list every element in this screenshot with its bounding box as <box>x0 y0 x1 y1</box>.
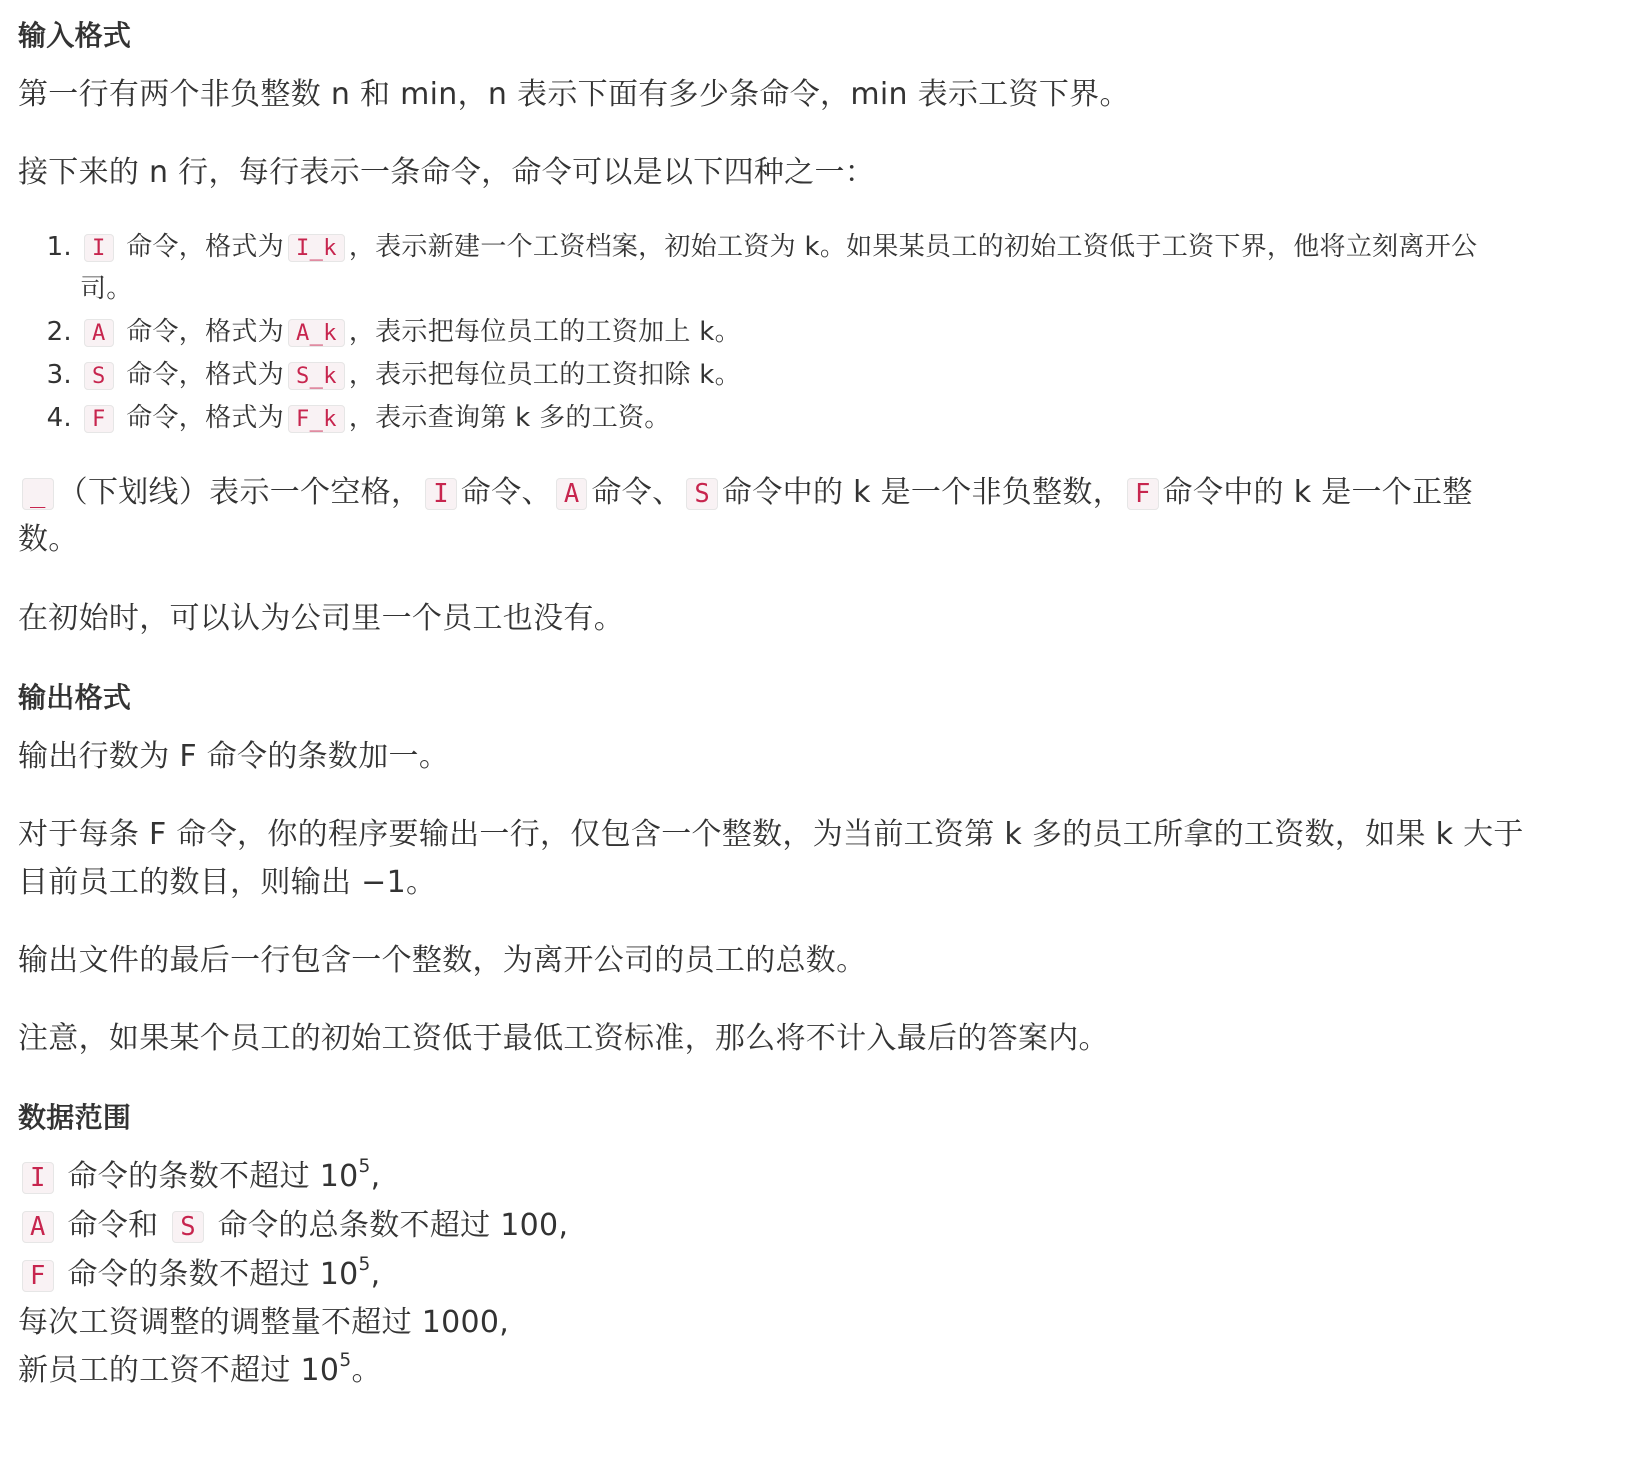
range-text: 命令和 <box>67 1208 159 1243</box>
list-text: ，表示把每位员工的工资扣除 k。 <box>348 360 741 390</box>
underscore-note <box>18 470 1473 517</box>
list-text: 命令，格式为 <box>126 403 284 433</box>
command-code: S <box>172 1211 204 1243</box>
command-format-code: F_k <box>288 405 345 433</box>
list-item-2 <box>18 311 741 354</box>
list-text: ，表示新建一个工资档案，初始工资为 k。如果某员工的初始工资低于工资下界，他将立刻离开公 <box>348 232 1478 262</box>
output-line-3: 输出文件的最后一行包含一个整数，为离开公司的员工的总数。 <box>18 943 867 978</box>
command-code: S <box>686 478 718 510</box>
range-line-5 <box>18 1348 382 1394</box>
note-text: 命令、 <box>460 475 552 510</box>
underscore-code: _ <box>22 478 54 510</box>
list-text: 命令，格式为 <box>126 360 284 390</box>
initial-state-text: 在初始时，可以认为公司里一个员工也没有。 <box>18 601 624 636</box>
command-code: A <box>22 1211 54 1243</box>
list-text: ，表示查询第 k 多的工资。 <box>348 403 671 433</box>
list-text: 命令，格式为 <box>126 232 284 262</box>
output-line-2b: 目前员工的数目，则输出 −1。 <box>18 865 437 900</box>
list-number: 4. <box>46 403 72 433</box>
range-line-1 <box>18 1154 381 1201</box>
range-line-2 <box>18 1203 568 1250</box>
range-tail: , <box>370 1257 381 1292</box>
command-code: F <box>22 1260 54 1292</box>
note-text: 命令中的 k 是一个非负整数， <box>722 475 1123 510</box>
range-line-3 <box>18 1252 381 1299</box>
command-format-code: S_k <box>288 362 345 390</box>
range-text: 命令的条数不超过 10 <box>67 1257 359 1292</box>
list-text: 命令，格式为 <box>126 317 284 347</box>
command-code: F <box>1127 478 1159 510</box>
output-format-heading: 输出格式 <box>18 681 132 714</box>
underscore-note-continued: 数。 <box>18 522 79 557</box>
output-line-2a: 对于每条 F 命令，你的程序要输出一行，仅包含一个整数，为当前工资第 k 多的员工所拿的工资数，如果 k 大于 <box>18 817 1524 852</box>
range-text: 命令的总条数不超过 100, <box>217 1208 569 1243</box>
list-number: 2. <box>46 317 72 347</box>
list-text: ，表示把每位员工的工资加上 k。 <box>348 317 741 347</box>
command-code: A <box>556 478 588 510</box>
list-item-3 <box>18 354 741 397</box>
range-tail: , <box>370 1159 381 1194</box>
exponent: 5 <box>358 1254 371 1276</box>
note-text: （下划线）表示一个空格， <box>57 475 422 510</box>
note-text: 命令中的 k 是一个正整 <box>1162 475 1473 510</box>
command-code: I <box>22 1162 54 1194</box>
list-number: 3. <box>46 360 72 390</box>
command-code: A <box>84 319 114 347</box>
list-item-1-continued: 司。 <box>80 274 133 304</box>
command-format-code: I_k <box>288 234 345 262</box>
input-line-1: 第一行有两个非负整数 n 和 min，n 表示下面有多少条命令，min 表示工资下界。 <box>18 77 1130 112</box>
command-format-code: A_k <box>288 319 345 347</box>
range-line-4: 每次工资调整的调整量不超过 1000, <box>18 1305 510 1340</box>
command-code: I <box>425 478 457 510</box>
input-line-2: 接下来的 n 行，每行表示一条命令，命令可以是以下四种之一： <box>18 155 876 190</box>
range-text: 新员工的工资不超过 10 <box>18 1353 340 1388</box>
range-text: 命令的条数不超过 10 <box>67 1159 359 1194</box>
command-code: F <box>84 405 114 433</box>
list-number: 1. <box>46 232 72 262</box>
list-item-4 <box>18 397 671 440</box>
exponent: 5 <box>358 1156 371 1178</box>
output-line-4: 注意，如果某个员工的初始工资低于最低工资标准，那么将不计入最后的答案内。 <box>18 1021 1109 1056</box>
note-text: 命令、 <box>591 475 683 510</box>
output-line-1: 输出行数为 F 命令的条数加一。 <box>18 739 450 774</box>
exponent: 5 <box>339 1350 352 1372</box>
command-code: I <box>84 234 114 262</box>
data-range-heading: 数据范围 <box>18 1101 132 1134</box>
range-tail: 。 <box>351 1353 382 1388</box>
list-item-1 <box>18 226 1477 269</box>
input-format-heading: 输入格式 <box>18 19 132 52</box>
command-code: S <box>84 362 114 390</box>
